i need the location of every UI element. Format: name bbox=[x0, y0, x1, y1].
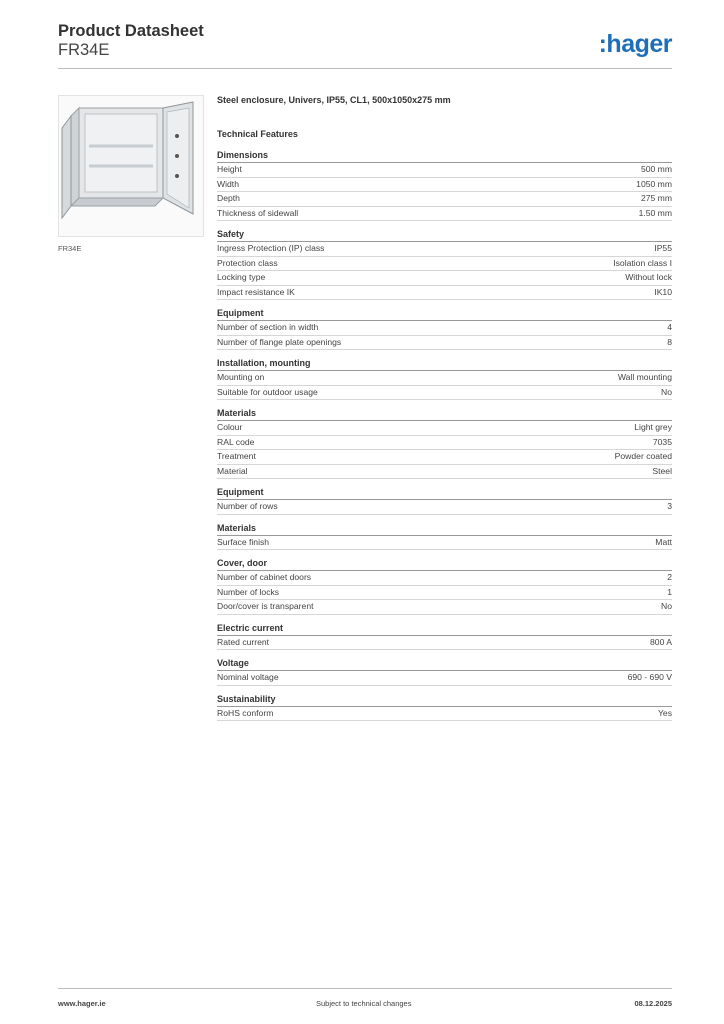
spec-value: No bbox=[661, 386, 672, 397]
spec-section bbox=[217, 523, 672, 551]
spec-value: Light grey bbox=[634, 422, 672, 432]
enclosure-illustration bbox=[59, 96, 203, 236]
spec-label: Number of locks bbox=[217, 586, 280, 597]
spec-section bbox=[217, 694, 672, 722]
spec-label: Rated current bbox=[217, 636, 270, 647]
spec-row bbox=[217, 450, 672, 465]
page-title: Product Datasheet bbox=[58, 22, 204, 40]
section-title: Dimensions bbox=[217, 150, 672, 163]
spec-label: Material bbox=[217, 465, 248, 476]
section-title: Materials bbox=[217, 408, 672, 421]
footer-date: 08.12.2025 bbox=[634, 999, 672, 1008]
product-code: FR34E bbox=[58, 41, 110, 59]
spec-row bbox=[217, 421, 672, 436]
spec-section bbox=[217, 558, 672, 615]
spec-value: Steel bbox=[652, 465, 672, 476]
spec-value: 690 - 690 V bbox=[627, 672, 672, 682]
spec-label: Number of section in width bbox=[217, 322, 319, 332]
section-title: Equipment bbox=[217, 487, 672, 500]
spec-label: Ingress Protection (IP) class bbox=[217, 243, 325, 253]
spec-section bbox=[217, 229, 672, 300]
spec-value: 2 bbox=[667, 572, 672, 582]
spec-row bbox=[217, 586, 672, 601]
footer-note: Subject to technical changes bbox=[316, 999, 412, 1008]
spec-label: Thickness of sidewall bbox=[217, 207, 299, 218]
spec-row bbox=[217, 286, 672, 301]
product-image bbox=[58, 95, 204, 237]
spec-label: Treatment bbox=[217, 451, 256, 461]
section-title: Equipment bbox=[217, 308, 672, 321]
spec-row bbox=[217, 536, 672, 551]
spec-row bbox=[217, 386, 672, 401]
spec-value: Yes bbox=[657, 707, 672, 718]
spec-section bbox=[217, 408, 672, 479]
spec-label: Locking type bbox=[217, 272, 266, 282]
spec-value: 1.50 mm bbox=[638, 207, 672, 218]
section-title: Safety bbox=[217, 229, 672, 242]
spec-label: Width bbox=[217, 178, 239, 189]
hager-logo: :hager bbox=[598, 30, 672, 58]
section-title: Electric current bbox=[217, 623, 672, 636]
spec-value: 275 mm bbox=[640, 193, 672, 203]
spec-section bbox=[217, 487, 672, 515]
section-title: Voltage bbox=[217, 658, 672, 671]
spec-value: Powder coated bbox=[614, 451, 672, 461]
spec-label: Height bbox=[217, 164, 242, 174]
spec-label: Number of rows bbox=[217, 501, 278, 511]
spec-value: 1 bbox=[667, 586, 672, 597]
footer-website[interactable]: www.hager.ie bbox=[58, 999, 106, 1008]
spec-row bbox=[217, 242, 672, 257]
spec-value: Isolation class I bbox=[613, 257, 672, 268]
spec-value: IP55 bbox=[654, 243, 672, 253]
spec-section bbox=[217, 358, 672, 400]
spec-section bbox=[217, 308, 672, 350]
spec-row bbox=[217, 178, 672, 193]
product-description: Steel enclosure, Univers, IP55, CL1, 500x1050x275 mm bbox=[217, 95, 451, 105]
spec-label: Colour bbox=[217, 422, 243, 432]
page-footer bbox=[58, 988, 672, 1019]
spec-value: 3 bbox=[667, 501, 672, 511]
spec-value: 1050 mm bbox=[636, 178, 672, 189]
spec-value: Matt bbox=[655, 536, 672, 547]
spec-row bbox=[217, 207, 672, 222]
spec-section bbox=[217, 623, 672, 651]
spec-row bbox=[217, 371, 672, 386]
spec-label: RoHS conform bbox=[217, 707, 274, 718]
spec-label: Number of cabinet doors bbox=[217, 572, 312, 582]
spec-label: Suitable for outdoor usage bbox=[217, 386, 318, 397]
spec-row bbox=[217, 163, 672, 178]
image-caption: FR34E bbox=[58, 244, 82, 253]
spec-row bbox=[217, 436, 672, 451]
spec-row bbox=[217, 571, 672, 586]
spec-row bbox=[217, 707, 672, 722]
spec-row bbox=[217, 257, 672, 272]
spec-value: No bbox=[661, 601, 672, 611]
spec-label: Number of flange plate openings bbox=[217, 336, 342, 347]
spec-value: 8 bbox=[667, 336, 672, 347]
spec-value: 7035 bbox=[652, 436, 672, 447]
spec-label: Protection class bbox=[217, 257, 278, 268]
spec-label: Door/cover is transparent bbox=[217, 601, 314, 611]
spec-row bbox=[217, 500, 672, 515]
spec-label: Nominal voltage bbox=[217, 672, 279, 682]
spec-row bbox=[217, 636, 672, 651]
spec-value: 500 mm bbox=[640, 164, 672, 174]
section-title: Sustainability bbox=[217, 694, 672, 707]
spec-row bbox=[217, 271, 672, 286]
spec-value: 4 bbox=[667, 322, 672, 332]
datasheet-content bbox=[217, 95, 672, 729]
spec-label: Surface finish bbox=[217, 536, 270, 547]
spec-sections bbox=[217, 150, 672, 721]
spec-label: Mounting on bbox=[217, 372, 265, 382]
spec-value: Without lock bbox=[625, 272, 672, 282]
spec-row bbox=[217, 600, 672, 615]
spec-section bbox=[217, 658, 672, 686]
page-header bbox=[58, 22, 672, 68]
spec-row bbox=[217, 671, 672, 686]
spec-row bbox=[217, 336, 672, 351]
spec-label: Impact resistance IK bbox=[217, 286, 295, 297]
spec-label: Depth bbox=[217, 193, 240, 203]
section-title: Installation, mounting bbox=[217, 358, 672, 371]
section-title: Materials bbox=[217, 523, 672, 536]
spec-value: Wall mounting bbox=[617, 372, 672, 382]
spec-row bbox=[217, 192, 672, 207]
spec-section bbox=[217, 150, 672, 221]
spec-row bbox=[217, 321, 672, 336]
spec-label: RAL code bbox=[217, 436, 255, 447]
technical-features-heading: Technical Features bbox=[217, 129, 298, 139]
section-title: Cover, door bbox=[217, 558, 672, 571]
header-divider bbox=[58, 68, 672, 69]
spec-value: IK10 bbox=[654, 286, 672, 297]
spec-row bbox=[217, 465, 672, 480]
spec-value: 800 A bbox=[650, 636, 672, 647]
